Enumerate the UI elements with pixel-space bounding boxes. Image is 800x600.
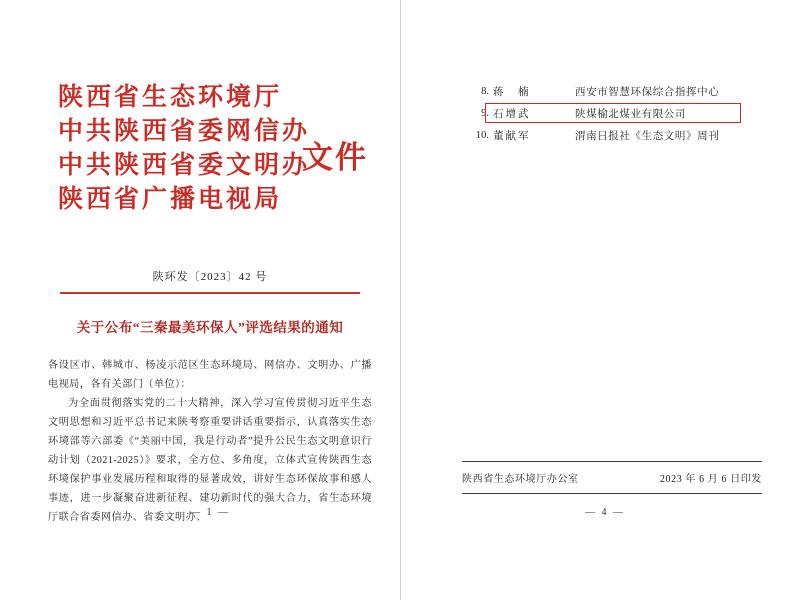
list-item xyxy=(465,124,735,146)
list-item-name: 蒋 楠 xyxy=(493,86,531,98)
masthead-line-2: 中共陕西省委网信办 xyxy=(58,116,311,145)
list-item-organization: 渭南日报社《生态文明》周刊 xyxy=(575,130,720,142)
red-separator-rule xyxy=(60,292,360,294)
list-item-organization: 陕煤榆北煤业有限公司 xyxy=(575,108,686,120)
masthead-line-1: 陕西省生态环境厅 xyxy=(58,82,283,111)
left-page xyxy=(30,10,390,580)
page-title: 关于公布“三秦最美环保人”评选结果的通知 xyxy=(76,319,344,335)
footer-issuing-office: 陕西省生态环境厅办公室 xyxy=(462,473,579,485)
masthead xyxy=(30,80,390,240)
body-paragraph: 为全面贯彻落实党的二十大精神，深入学习宣传贯彻习近平生态文明思想和习近平总书记来陕考察重要讲话重要指示，认真落实生态环境部等六部委《“美丽中国，我是行动者”提升公民生态文明意识行动计划（2021-2025）》要求，全方位、多角度，立体式宣传陕西生态环境保护事业发展历程和取得的显著成效，讲好生态环保故事和感人事迹，进一步凝聚奋进新征程、建功新时代的强大合力，省生态环境厅联合省委网信办、省委文明办、 xyxy=(48,397,372,523)
footer-top-rule xyxy=(462,461,762,462)
left-page-number: — 1 — xyxy=(190,507,230,518)
list-item-index: 9. xyxy=(481,107,489,119)
footer-issue-date: 2023 年 6 月 6 日印发 xyxy=(659,473,762,485)
list-item-name: 董献军 xyxy=(493,130,531,142)
recipients-line: 各设区市、韩城市、杨凌示范区生态环境局、网信办、文明办、广播电视局，各有关部门（单位）： xyxy=(48,359,372,390)
right-page-number: — 4 — xyxy=(585,507,625,518)
list-item xyxy=(465,80,735,102)
document-body xyxy=(30,356,390,527)
list-item-highlighted xyxy=(465,102,735,124)
masthead-line-4: 陕西省广播电视局 xyxy=(58,184,283,213)
page-divider xyxy=(400,0,401,600)
list-item-organization: 西安市智慧环保综合指挥中心 xyxy=(575,86,720,98)
list-item-name: 石增武 xyxy=(493,108,531,120)
masthead-line-3: 中共陕西省委文明办 xyxy=(58,150,311,179)
list-item-index: 10. xyxy=(475,129,489,141)
list-item-index: 8. xyxy=(481,85,489,97)
right-page xyxy=(420,10,770,580)
document-number: 陕环发〔2023〕42 号 xyxy=(152,271,268,283)
masthead-document-word: 文件 xyxy=(302,140,368,176)
footer-issuer-row xyxy=(462,466,762,488)
honoree-list xyxy=(465,80,735,146)
footer-bottom-rule xyxy=(462,493,762,494)
